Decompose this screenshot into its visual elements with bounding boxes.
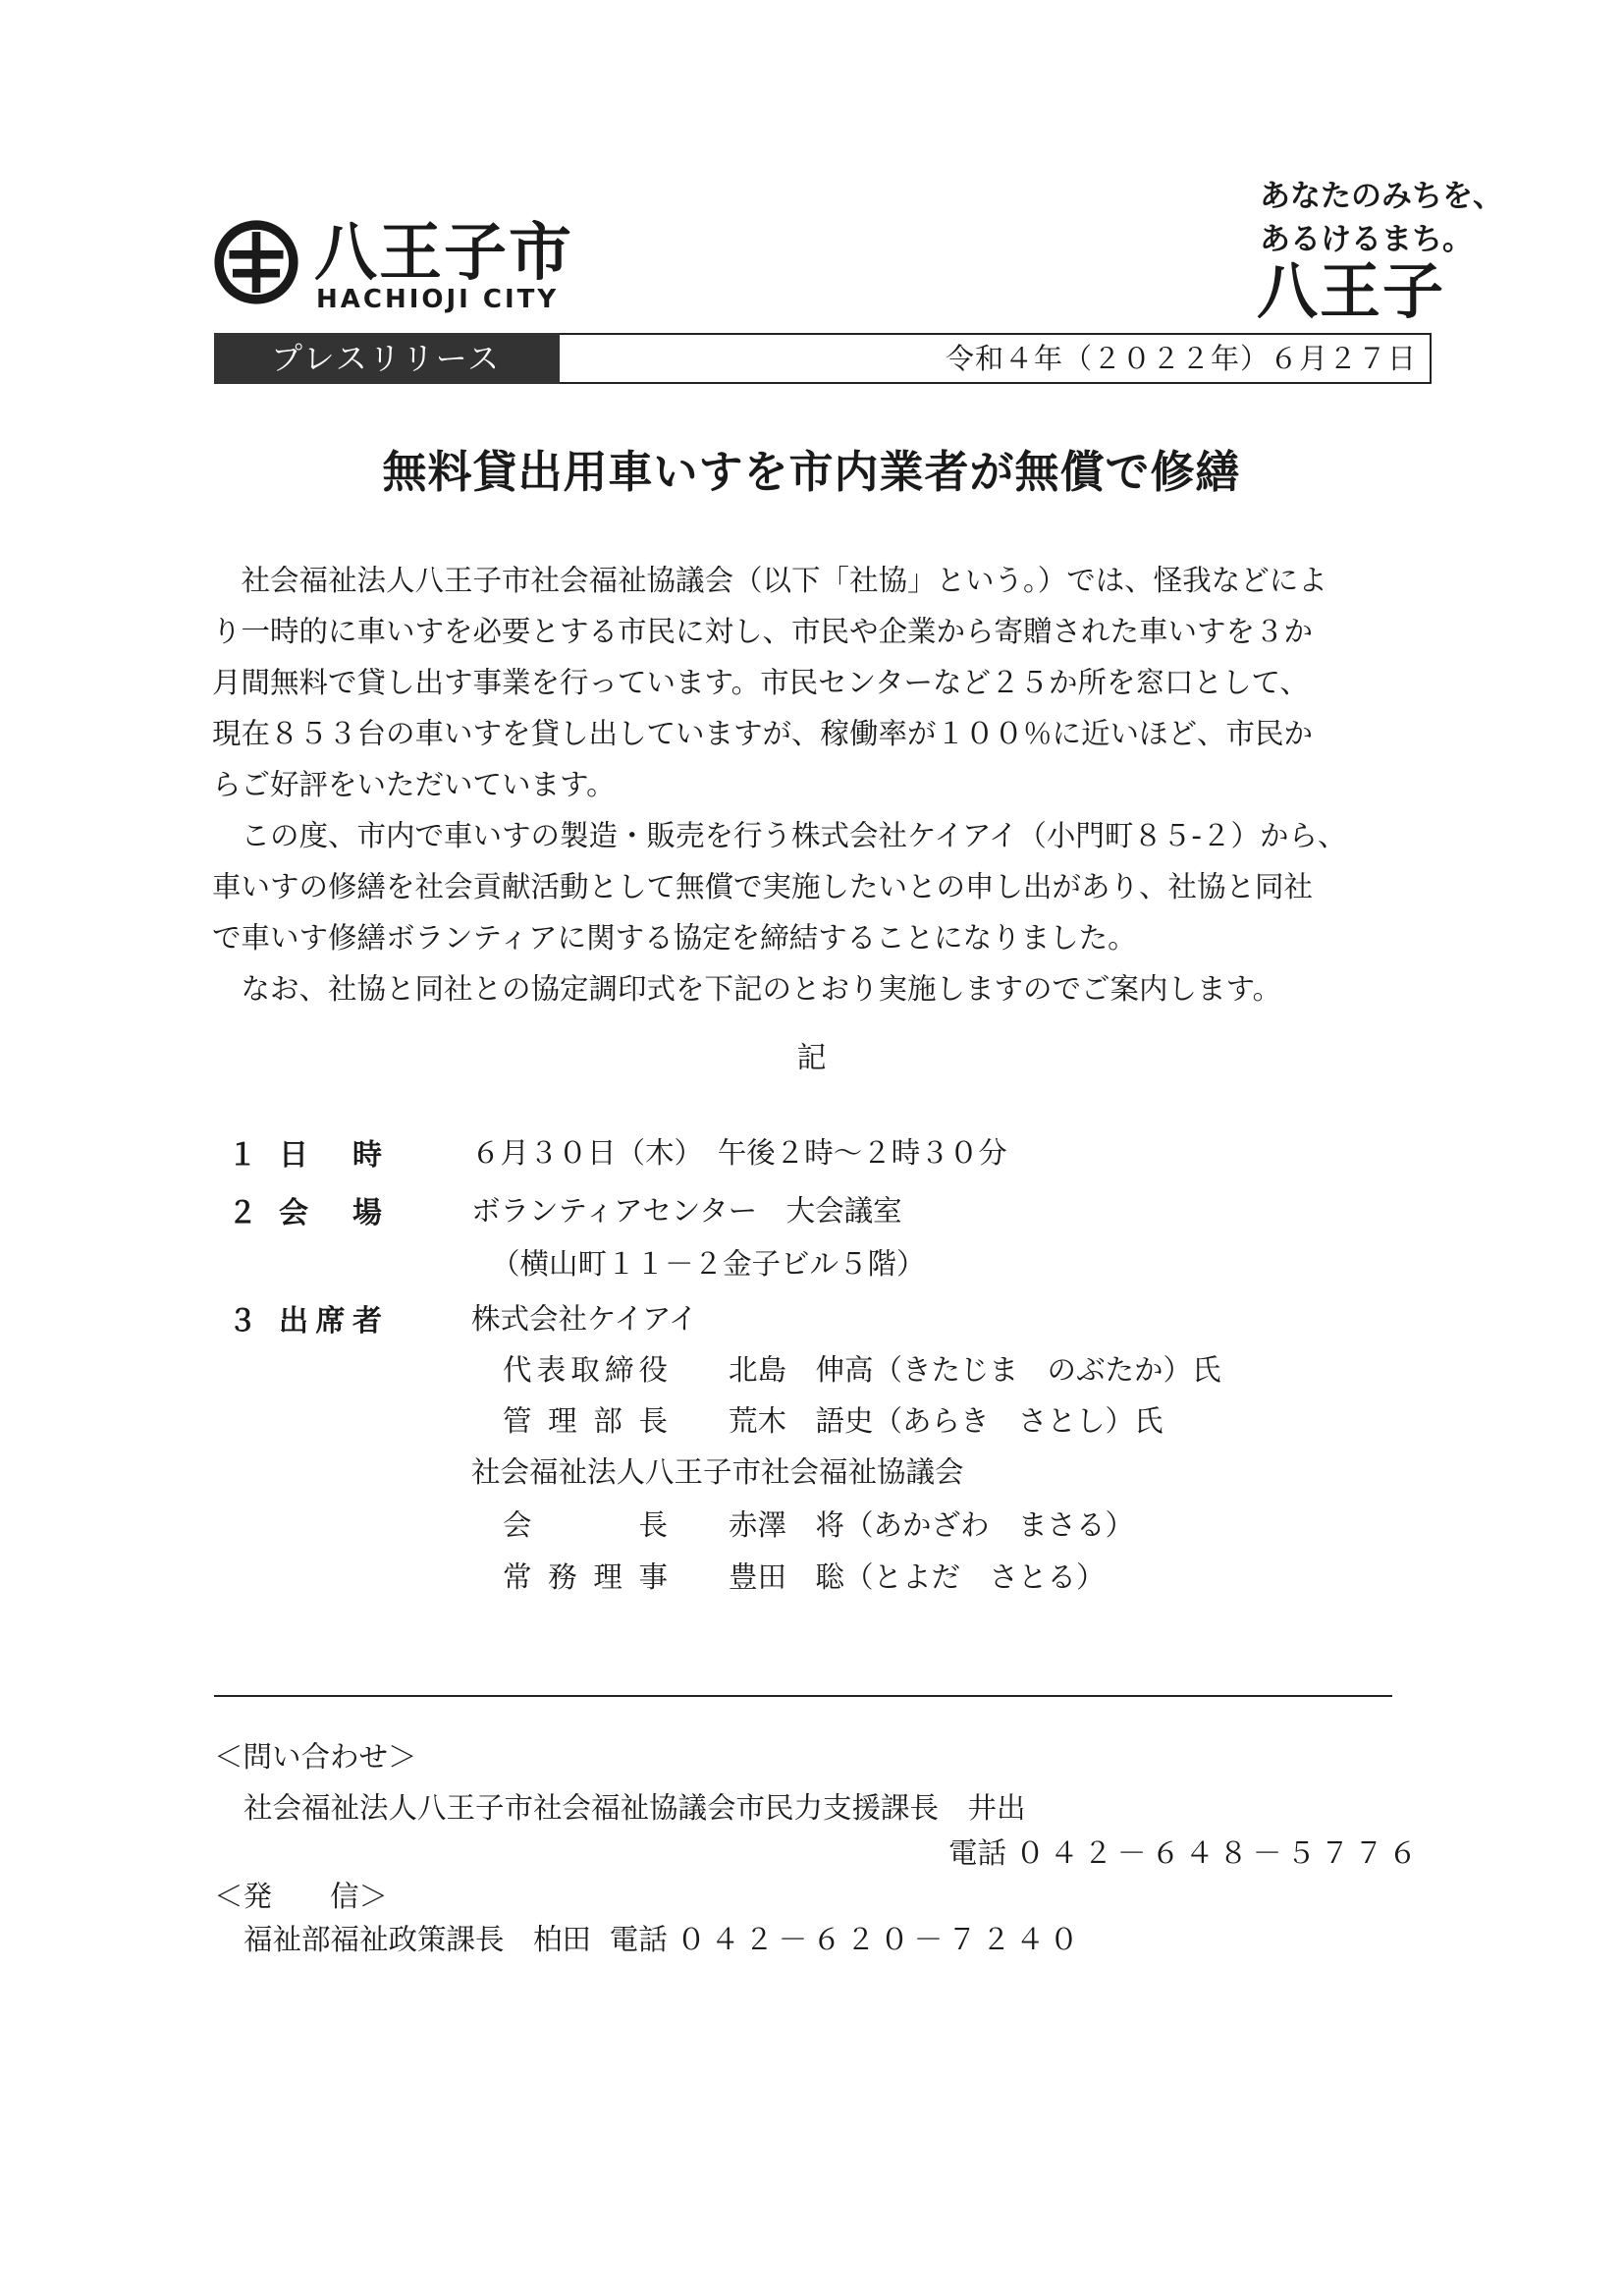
attendee-role: 会長: [503, 1508, 668, 1542]
attendee-role: 管理部長: [503, 1404, 668, 1438]
body-line: なお、社協と同社との協定調印式を下記のとおり実施しますのでご案内します。: [212, 972, 1282, 1006]
city-name-ja: 八王子市: [314, 217, 573, 290]
inquiry-phone: [948, 1831, 1422, 1872]
attendee-role: 代表取締役: [503, 1353, 668, 1387]
body-line: 月間無料で貸し出す事業を行っています。市民センターなど２５か所を窓口として、: [212, 666, 1309, 699]
detail-label-attendees: [228, 1296, 382, 1339]
item-number: ２: [228, 1196, 257, 1230]
item-label: 出席者: [279, 1304, 382, 1339]
body-line: らご好評をいただいています。: [212, 768, 616, 801]
phone-label: 電話: [609, 1923, 668, 1956]
slogan-line-1: あなたのみちを、: [1260, 179, 1503, 214]
phone-label: 電話: [948, 1836, 1007, 1870]
sender-line: [243, 1917, 1083, 1958]
inquiry-line: 社会福祉法人八王子市社会福祉協議会市民力支援課長 井出: [243, 1791, 1026, 1825]
item-number: １: [228, 1138, 257, 1173]
attendee-row: [503, 1398, 1163, 1440]
sender-label: ＜発 信＞: [214, 1880, 389, 1913]
attendee-name: 荒木 語史（あらき さとし）氏: [729, 1404, 1163, 1438]
item-label: 日時: [279, 1138, 382, 1173]
attendee-row: [503, 1555, 1106, 1596]
body-line: 現在８５３台の車いすを貸し出していますが、稼働率が１００％に近いほど、市民か: [212, 717, 1314, 750]
item-number: ３: [228, 1304, 257, 1339]
detail-value-venue-address: （横山町１１－２金子ビル５階）: [491, 1247, 926, 1281]
slogan-line-2: あるけるまち。: [1260, 222, 1473, 257]
detail-label-venue: [228, 1188, 382, 1231]
divider: [214, 1695, 1392, 1697]
detail-label-datetime: [228, 1130, 382, 1174]
item-label: 会場: [279, 1196, 382, 1230]
detail-value-venue: ボランティアセンター 大会議室: [471, 1194, 902, 1228]
document-title: 無料貸出用車いすを市内業者が無償で修繕: [382, 446, 1241, 498]
slogan: [1260, 175, 1503, 261]
body-line: り一時的に車いすを必要とする市民に対し、市民や企業から寄贈された車いすを３か: [212, 615, 1314, 648]
ki-heading: 記: [796, 1041, 827, 1075]
phone-number: ０４２－６４８－５７７６: [1015, 1836, 1423, 1870]
phone-number: ０４２－６２０－７２４０: [676, 1923, 1084, 1956]
body-line: で車いす修繕ボランティアに関する協定を締結することになりました。: [212, 921, 1137, 955]
attendee-row: [503, 1347, 1221, 1389]
brand-logo: 八王子: [1257, 255, 1446, 327]
press-release-label: プレスリリース: [214, 333, 560, 384]
attendee-name: 豊田 聡（とよだ さとる）: [729, 1560, 1106, 1594]
city-emblem-icon: [214, 220, 298, 304]
attendee-org-1: 株式会社ケイアイ: [471, 1302, 698, 1336]
attendee-name: 赤澤 将（あかざわ まさる）: [729, 1508, 1135, 1542]
body-line: 社会福祉法人八王子市社会福祉協議会（以下「社協」という。）では、怪我などによ: [212, 564, 1327, 597]
attendee-role: 常務理事: [503, 1560, 668, 1594]
detail-value-datetime: ６月３０日（木） 午後２時～２時３０分: [471, 1136, 1007, 1170]
sender-name: 福祉部福祉政策課長 柏田: [243, 1923, 592, 1956]
attendee-name: 北島 伸高（きたじま のぶたか）氏: [729, 1353, 1221, 1387]
body-line: 車いすの修繕を社会貢献活動として無償で実施したいとの申し出があり、社協と同社: [212, 870, 1314, 903]
attendee-row: [503, 1503, 1134, 1544]
attendee-org-2: 社会福祉法人八王子市社会福祉協議会: [471, 1455, 964, 1489]
inquiry-label: ＜問い合わせ＞: [214, 1740, 417, 1774]
body-text: [212, 555, 1420, 1014]
release-date: 令和４年（２０２２年）６月２７日: [945, 342, 1417, 375]
body-line: この度、市内で車いすの製造・販売を行う株式会社ケイアイ（小門町８５-２）から、: [212, 819, 1347, 852]
city-name-en: HACHIOJI CITY: [316, 285, 560, 314]
